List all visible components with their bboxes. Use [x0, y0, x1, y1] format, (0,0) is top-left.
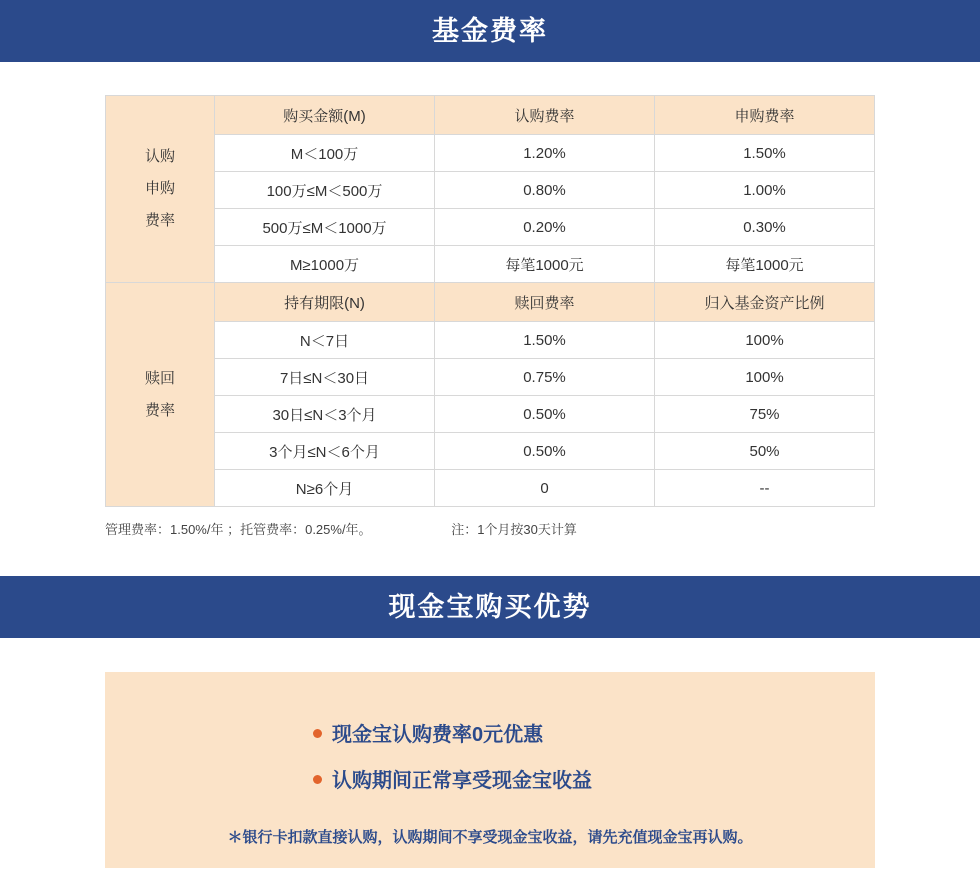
table-row: [106, 135, 875, 172]
table-row: [106, 396, 875, 433]
table-row: [106, 470, 875, 507]
row-group-label-line: 费率: [144, 401, 175, 419]
cell-amount: 100万≤M＜500万: [215, 172, 435, 209]
cell-asset-ratio: 50%: [655, 433, 875, 470]
cell-asset-ratio: 100%: [655, 322, 875, 359]
cell-holding-period: 7日≤N＜30日: [215, 359, 435, 396]
table-row: [106, 359, 875, 396]
cell-holding-period: 3个月≤N＜6个月: [215, 433, 435, 470]
fee-table: [105, 95, 875, 507]
table-row: [106, 246, 875, 283]
section-spacer: [0, 538, 980, 576]
bullet-icon: [313, 775, 322, 784]
advantage-item-label: 现金宝认购费率0元优惠: [332, 724, 544, 746]
column-header-asset-ratio: 归入基金资产比例: [655, 283, 875, 322]
bullet-icon: [313, 729, 322, 738]
cell-amount: M＜100万: [215, 135, 435, 172]
row-group-label-line: 费率: [144, 212, 175, 229]
row-group-label-line: 赎回: [144, 369, 175, 387]
table-row: [106, 433, 875, 470]
column-header-purchase-rate: 申购费率: [655, 96, 875, 135]
cell-asset-ratio: --: [655, 470, 875, 507]
cell-holding-period: N＜7日: [215, 322, 435, 359]
table-row: [106, 283, 875, 322]
fee-table-wrapper: [0, 62, 980, 507]
cell-subscription-rate: 0.80%: [435, 172, 655, 209]
cell-subscription-rate: 0.20%: [435, 209, 655, 246]
row-group-label-redemption: [106, 283, 215, 507]
column-header-holding-period: 持有期限(N): [215, 283, 435, 322]
note-month-calculation: 注：1个月按30天计算: [451, 522, 577, 537]
table-row: [106, 209, 875, 246]
cell-subscription-rate: 每笔1000元: [435, 246, 655, 283]
cell-purchase-rate: 1.00%: [655, 172, 875, 209]
row-group-label-line: 认购: [144, 148, 175, 165]
cell-redemption-rate: 0.50%: [435, 433, 655, 470]
cell-purchase-rate: 每笔1000元: [655, 246, 875, 283]
table-row: [106, 172, 875, 209]
table-row: [106, 96, 875, 135]
cell-subscription-rate: 1.20%: [435, 135, 655, 172]
cell-asset-ratio: 100%: [655, 359, 875, 396]
cell-redemption-rate: 0: [435, 470, 655, 507]
advantage-box: [105, 672, 875, 868]
cell-asset-ratio: 75%: [655, 396, 875, 433]
table-row: [106, 322, 875, 359]
cell-redemption-rate: 0.50%: [435, 396, 655, 433]
note-management-fee: 管理费率：1.50%/年 ；托管费率：0.25%/年。: [105, 522, 372, 537]
column-header-redemption-rate: 赎回费率: [435, 283, 655, 322]
list-item: [105, 712, 875, 758]
row-group-label-line: 申购: [144, 180, 175, 197]
fee-notes: [0, 507, 980, 538]
column-header-subscription-rate: 认购费率: [435, 96, 655, 135]
cell-purchase-rate: 1.50%: [655, 135, 875, 172]
cell-purchase-rate: 0.30%: [655, 209, 875, 246]
section-banner-fee: 基金费率: [0, 0, 980, 62]
row-group-label-subscription: [106, 96, 215, 283]
cell-holding-period: 30日≤N＜3个月: [215, 396, 435, 433]
advantage-footnote: ＊银行卡扣款直接认购，认购期间不享受现金宝收益，请先充值现金宝再认购。: [227, 829, 753, 846]
section-banner-advantage: 现金宝购买优势: [0, 576, 980, 638]
cell-holding-period: N≥6个月: [215, 470, 435, 507]
cell-amount: M≥1000万: [215, 246, 435, 283]
list-item: [105, 758, 875, 804]
cell-redemption-rate: 1.50%: [435, 322, 655, 359]
cell-redemption-rate: 0.75%: [435, 359, 655, 396]
column-header-amount: 购买金额(M): [215, 96, 435, 135]
cell-amount: 500万≤M＜1000万: [215, 209, 435, 246]
advantage-wrapper: [0, 638, 980, 868]
advantage-item-label: 认购期间正常享受现金宝收益: [332, 770, 592, 792]
